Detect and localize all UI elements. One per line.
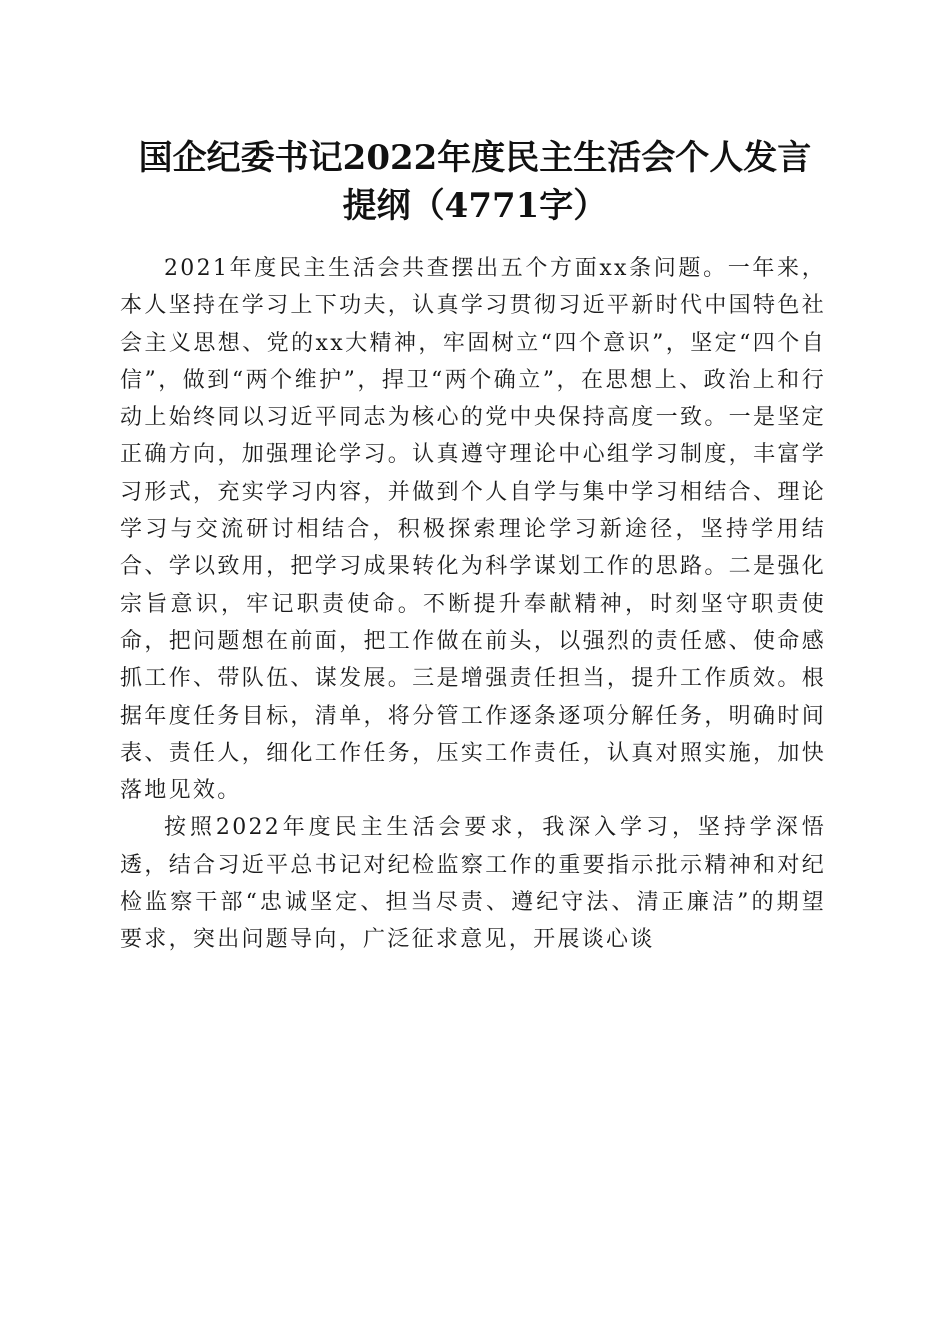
document-body (120, 250, 826, 959)
title-line-2: 提纲（4771字） (342, 186, 608, 226)
paragraph-1: 2021年度民主生活会共查摆出五个方面xx条问题。一年来，本人坚持在学习上下功夫，认真学习贯彻习近平新时代中国特色社会主义思想、党的xx大精神，牢固树立“四个意识”，坚定“四个自信”，做到“两个维护”，捍卫“两个确立”，在思想上、政治上和行动上始终同以习近平同志为核心的党中央保持高度一致。一是坚定正确方向，加强理论学习。认真遵守理论中心组学习制度，丰富学习形式，充实学习内容，并做到个人自学与集中学习相结合、理论学习与交流研讨相结合，积极探索理论学习新途径，坚持学用结合、学以致用，把学习成果转化为科学谋划工作的思路。二是强化宗旨意识，牢记职责使命。不断提升奉献精神，时刻坚守职责使命，把问题想在前面，把工作做在前头，以强烈的责任感、使命感抓工作、带队伍、谋发展。三是增强责任担当，提升工作质效。根据年度任务目标，清单，将分管工作逐条逐项分解任务，明确时间表、责任人，细化工作任务，压实工作责任，认真对照实施，加快落地见效。 (120, 256, 826, 804)
document-title (110, 134, 840, 230)
title-line-1: 国企纪委书记2022年度民主生活会个人发言 (138, 138, 812, 178)
paragraph-2: 按照2022年度民主生活会要求，我深入学习，坚持学深悟透，结合习近平总书记对纪检监察工作的重要指示批示精神和对纪检监察干部“忠诚坚定、担当尽责、遵纪守法、清正廉洁”的期望要求，突出问题导向，广泛征求意见，开展谈心谈 (120, 815, 826, 953)
